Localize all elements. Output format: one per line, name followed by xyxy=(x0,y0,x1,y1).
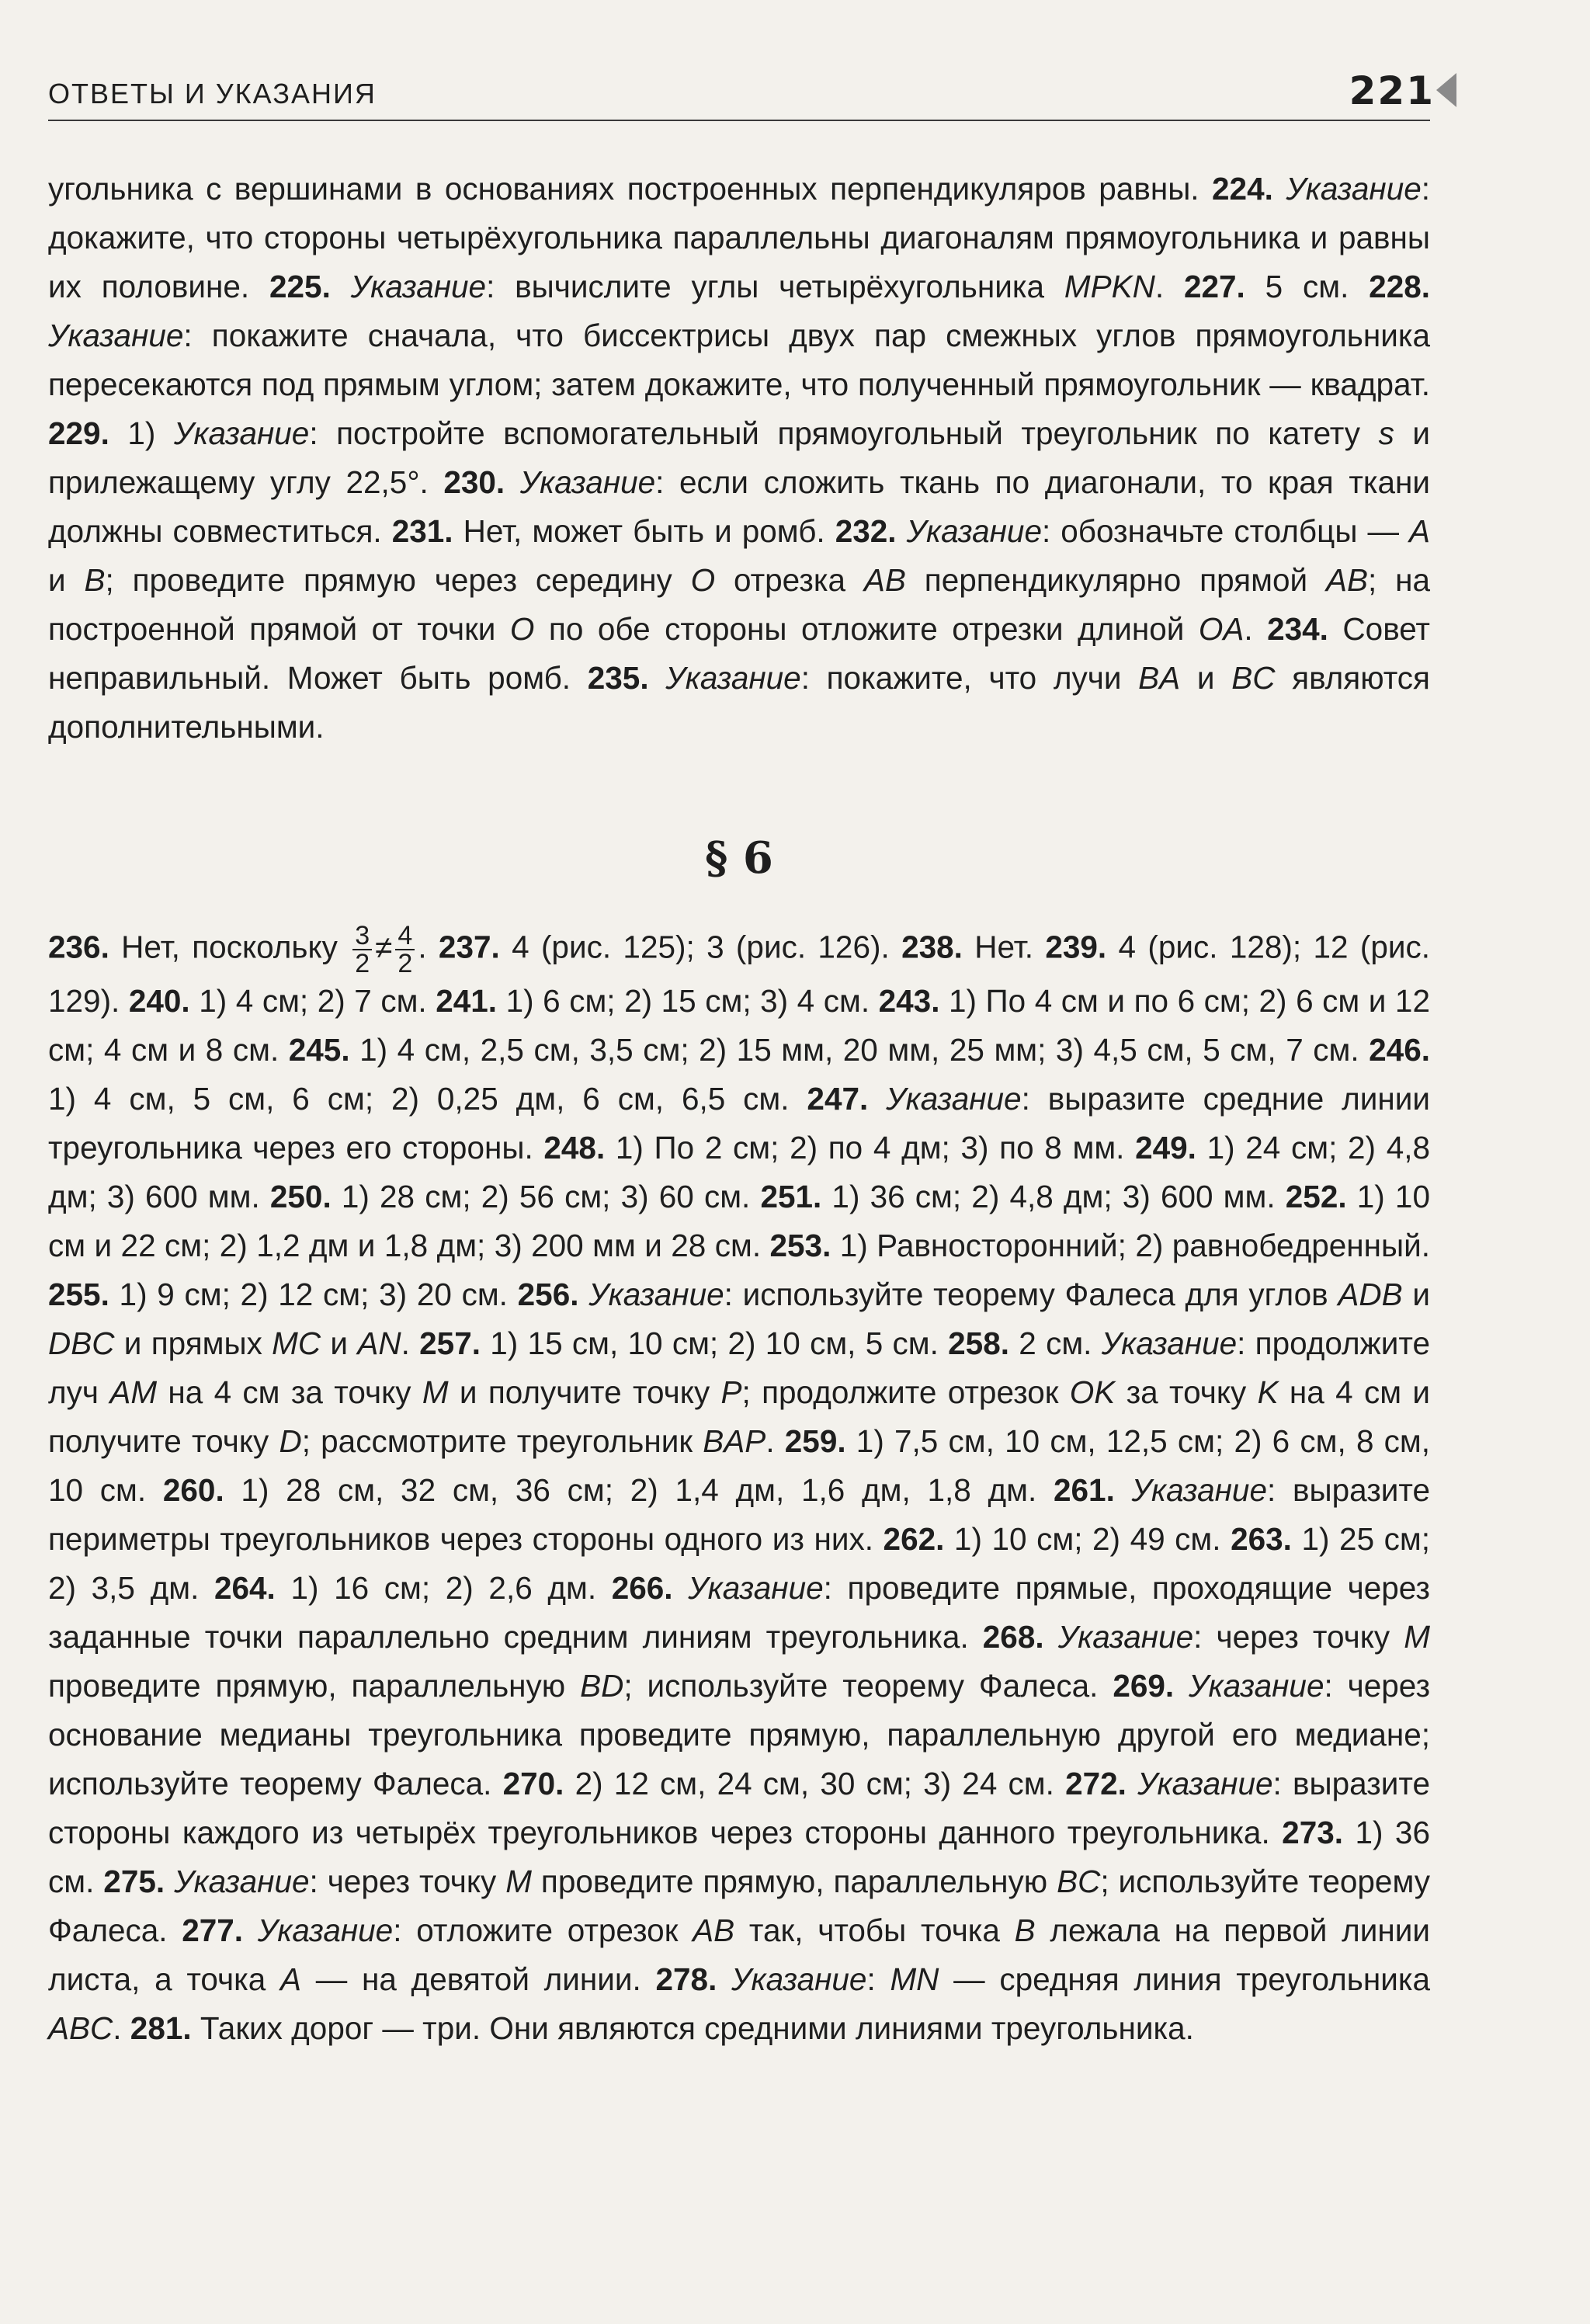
math-symbol: A xyxy=(280,1961,302,1997)
math-symbol: DBC xyxy=(48,1325,115,1361)
answer-text: 1) 10 см; 2) 49 см. xyxy=(944,1521,1231,1557)
hint-label: Указание xyxy=(173,415,310,451)
answer-text: 1) 4 см, 5 см, 6 см; 2) 0,25 дм, 6 см, 6,5 см. xyxy=(48,1081,807,1117)
exercise-number: 225. xyxy=(269,269,331,304)
exercise-number: 262. xyxy=(883,1521,945,1557)
exercise-number: 269. xyxy=(1113,1668,1175,1704)
answer-text: : постройте вспомогательный прямоугольный треугольник по катету xyxy=(309,415,1379,451)
answer-text: : выразите стороны каждого из четырёх треугольников через стороны данного треугольника. xyxy=(48,1766,1430,1850)
math-symbol: OA xyxy=(1198,611,1245,647)
math-symbol: M xyxy=(505,1864,532,1899)
math-symbol: BC xyxy=(1057,1864,1101,1899)
hint-label: Указание xyxy=(1126,1766,1273,1801)
math-symbol: M xyxy=(1404,1619,1430,1655)
exercise-number: 224. xyxy=(1212,171,1273,207)
answer-text: 1) 36 см. xyxy=(48,1815,1430,1899)
answer-text: Нет, поскольку xyxy=(109,929,350,965)
exercise-number: 253. xyxy=(769,1228,831,1263)
answer-text: : отложите отрезок xyxy=(393,1912,693,1948)
exercise-number: 281. xyxy=(130,2010,192,2046)
answer-text: . xyxy=(1154,269,1184,304)
math-symbol: MPKN xyxy=(1064,269,1155,304)
answers-paragraph-section-5 xyxy=(48,165,1430,752)
exercise-number: 243. xyxy=(878,983,940,1019)
answer-text: 1) 9 см; 2) 12 см; 3) 20 см. xyxy=(109,1277,518,1312)
hint-label: Указание xyxy=(243,1912,394,1948)
answer-text: 1) 4 см, 2,5 см, 3,5 см; 2) 15 мм, 20 мм, 25 мм; 3) 4,5 см, 5 см, 7 см. xyxy=(349,1032,1370,1068)
exercise-number: 237. xyxy=(438,929,500,965)
answer-text: Нет. xyxy=(962,929,1046,965)
exercise-number: 238. xyxy=(901,929,963,965)
exercise-number: 239. xyxy=(1045,929,1107,965)
answer-text: : вычислите углы четырёхугольника xyxy=(486,269,1064,304)
exercise-number: 257. xyxy=(419,1325,481,1361)
answer-text: : через точку xyxy=(1193,1619,1404,1655)
inequality-fraction xyxy=(349,921,418,978)
answer-text: и xyxy=(1180,660,1232,696)
exercise-number: 236. xyxy=(48,929,109,965)
answer-text: Таких дорог — три. Они являются средними линиями треугольника. xyxy=(191,2010,1194,2046)
hint-label: Указание xyxy=(896,513,1042,549)
answer-text: ; на построенной прямой от точки xyxy=(48,562,1430,647)
math-symbol: MC xyxy=(272,1325,321,1361)
running-title: ОТВЕТЫ И УКАЗАНИЯ xyxy=(48,78,377,109)
math-symbol: OK xyxy=(1069,1374,1116,1410)
math-symbol: AB xyxy=(693,1912,735,1948)
answer-text: 1) 16 см; 2) 2,6 дм. xyxy=(275,1570,612,1606)
exercise-number: 272. xyxy=(1065,1766,1127,1801)
answer-text: ; рассмотрите треугольник xyxy=(301,1423,703,1459)
answer-text: на 4 см и получите точку xyxy=(48,1374,1431,1459)
exercise-number: 251. xyxy=(760,1179,822,1214)
hint-label: Указание xyxy=(672,1570,824,1606)
fraction-numerator: 4 xyxy=(395,922,415,950)
exercise-number: 247. xyxy=(807,1081,869,1117)
fraction-right xyxy=(395,922,415,977)
answer-text: проведите прямую, параллельную xyxy=(531,1864,1057,1899)
hint-label: Указание xyxy=(1114,1472,1267,1508)
exercise-number: 278. xyxy=(655,1961,717,1997)
math-symbol: O xyxy=(690,562,716,598)
answer-text: 1) По 2 см; 2) по 4 дм; 3) по 8 мм. xyxy=(605,1130,1136,1165)
exercise-number: 263. xyxy=(1231,1521,1292,1557)
exercise-number: 258. xyxy=(948,1325,1009,1361)
exercise-number: 240. xyxy=(128,983,190,1019)
hint-label: Указание xyxy=(165,1864,310,1899)
answer-text: на 4 см за точку xyxy=(157,1374,422,1410)
answer-text: лежала на первой линии листа, а точка xyxy=(48,1912,1430,1997)
exercise-number: 246. xyxy=(1369,1032,1430,1068)
exercise-number: 235. xyxy=(587,660,649,696)
answer-text: 1) 28 см; 2) 56 см; 3) 60 см. xyxy=(331,1179,761,1214)
exercise-number: 275. xyxy=(103,1864,165,1899)
answer-text: . xyxy=(765,1423,785,1459)
answer-text: 4 (рис. 128); 12 (рис. 129). xyxy=(48,929,1430,1019)
exercise-number: 277. xyxy=(182,1912,244,1948)
math-symbol: ABC xyxy=(48,2010,113,2046)
hint-label: Указание xyxy=(1174,1668,1324,1704)
exercise-number: 264. xyxy=(214,1570,276,1606)
hint-label: Указание xyxy=(1101,1325,1238,1361)
not-equal-sign: ≠ xyxy=(375,929,393,965)
answer-text: 1) 28 см, 32 см, 36 см; 2) 1,4 дм, 1,6 дм, 1,8 дм. xyxy=(224,1472,1054,1508)
answer-text: : покажите сначала, что биссектрисы двух пар смежных углов прямоугольника пересекаются под прямым углом; затем докажите, что полученный прямоугольник — квадрат. xyxy=(48,318,1430,402)
exercise-number: 249. xyxy=(1135,1130,1196,1165)
answer-text: : проведите прямые, проходящие через заданные точки параллельно средним линиям треугольника. xyxy=(48,1570,1430,1655)
running-header xyxy=(48,68,1446,121)
math-symbol: MN xyxy=(890,1961,939,1997)
answer-text: угольника с вершинами в основаниях построенных перпендикуляров равны. xyxy=(48,171,1213,207)
math-symbol: D xyxy=(279,1423,302,1459)
answer-text: : xyxy=(866,1961,890,1997)
math-symbol: K xyxy=(1257,1374,1279,1410)
answer-text: за точку xyxy=(1115,1374,1258,1410)
exercise-number: 266. xyxy=(611,1570,673,1606)
answer-text: перпендикулярно прямой xyxy=(905,562,1326,598)
answer-text: и прямых xyxy=(114,1325,273,1361)
answer-text: — на девятой линии. xyxy=(301,1961,656,1997)
answer-text: : выразите периметры треугольников через стороны одного из них. xyxy=(48,1472,1430,1557)
math-symbol: AB xyxy=(863,562,906,598)
answer-text: . xyxy=(1244,611,1268,647)
answer-text: : через основание медианы треугольника проведите прямую, параллельную другой его медиане; используйте теорему Фалеса. xyxy=(48,1668,1431,1801)
math-symbol: BAP xyxy=(703,1423,766,1459)
answer-text: : докажите, что стороны четырёхугольника параллельны диагоналям прямоугольника и равны их половине. xyxy=(48,171,1431,304)
answer-text: 4 (рис. 125); 3 (рис. 126). xyxy=(499,929,902,965)
hint-label: Указание xyxy=(717,1961,867,1997)
answer-text: : через точку xyxy=(309,1864,506,1899)
answer-text: по обе стороны отложите отрезки длиной xyxy=(534,611,1199,647)
math-symbol: B xyxy=(84,562,106,598)
exercise-number: 234. xyxy=(1267,611,1328,647)
answer-text: отрезка xyxy=(715,562,864,598)
answer-text: так, чтобы точка xyxy=(734,1912,1015,1948)
math-symbol: O xyxy=(509,611,535,647)
hint-label: Указание xyxy=(48,318,184,353)
exercise-number: 231. xyxy=(391,513,453,549)
exercise-number: 261. xyxy=(1054,1472,1115,1508)
answers-paragraph-section-6 xyxy=(48,922,1430,2053)
hint-label: Указание xyxy=(1043,1619,1194,1655)
answer-text: ; проведите прямую через середину xyxy=(105,562,691,598)
fraction-left xyxy=(352,922,372,977)
exercise-number: 270. xyxy=(502,1766,564,1801)
exercise-number: 232. xyxy=(835,513,897,549)
exercise-number: 229. xyxy=(48,415,109,451)
answer-text: : продолжите луч xyxy=(48,1325,1430,1410)
answer-text: проведите прямую, параллельную xyxy=(48,1668,581,1704)
math-symbol: M xyxy=(422,1374,449,1410)
answer-text: 1) 36 см; 2) 4,8 дм; 3) 600 мм. xyxy=(821,1179,1286,1214)
exercise-number: 230. xyxy=(443,464,505,500)
hint-label: Указание xyxy=(1272,171,1422,207)
math-symbol: AB xyxy=(1325,562,1368,598)
answer-text: : выразите средние линии треугольника через его стороны. xyxy=(48,1081,1431,1165)
answer-text: 1) Равносторонний; 2) равнобедренный. xyxy=(831,1228,1430,1263)
answer-text: и xyxy=(321,1325,358,1361)
exercise-number: 268. xyxy=(982,1619,1044,1655)
answer-text: и xyxy=(48,562,85,598)
exercise-number: 255. xyxy=(48,1277,109,1312)
fraction-numerator: 3 xyxy=(352,922,372,950)
math-symbol: B xyxy=(1014,1912,1036,1948)
answer-text: — средняя линия треугольника xyxy=(939,1961,1430,1997)
hint-label: Указание xyxy=(578,1277,724,1312)
math-symbol: A xyxy=(1409,513,1431,549)
hint-label: Указание xyxy=(648,660,801,696)
exercise-number: 228. xyxy=(1369,269,1430,304)
answer-text: . xyxy=(401,1325,420,1361)
exercise-number: 245. xyxy=(288,1032,350,1068)
answer-text: 1) xyxy=(109,415,174,451)
math-symbol: BA xyxy=(1138,660,1181,696)
answer-text: ; продолжите отрезок xyxy=(741,1374,1070,1410)
answer-text: и прилежащему углу 22,5°. xyxy=(48,415,1430,500)
answer-text: 1) 6 см; 2) 15 см; 3) 4 см. xyxy=(497,983,879,1019)
exercise-number: 250. xyxy=(269,1179,332,1214)
answer-text: 1) 10 см и 22 см; 2) 1,2 дм и 1,8 дм; 3) 200 мм и 28 см. xyxy=(48,1179,1430,1263)
answer-text: ; используйте теорему Фалеса. xyxy=(48,1864,1430,1948)
exercise-number: 256. xyxy=(517,1277,579,1312)
answer-text: : обозначьте столбцы — xyxy=(1041,513,1410,549)
fraction-denominator: 2 xyxy=(355,949,370,978)
section-heading: § 6 xyxy=(705,832,773,884)
answer-text: : если сложить ткань по диагонали, то края ткани должны совместиться. xyxy=(48,464,1430,549)
exercise-number: 260. xyxy=(162,1472,224,1508)
answer-text: : покажите, что лучи xyxy=(800,660,1139,696)
answer-text: Совет неправильный. Может быть ромб. xyxy=(48,611,1430,696)
math-symbol: AM xyxy=(109,1374,158,1410)
hint-label: Указание xyxy=(330,269,487,304)
answer-text: Нет, может быть и ромб. xyxy=(453,513,835,549)
answer-text: являются дополнительными. xyxy=(48,660,1430,745)
answer-text: 1) 25 см; 2) 3,5 дм. xyxy=(48,1521,1430,1606)
exercise-number: 248. xyxy=(543,1130,606,1165)
fraction-denominator: 2 xyxy=(398,949,413,978)
answer-text: 5 см. xyxy=(1245,269,1370,304)
answer-text: 1) 15 см, 10 см; 2) 10 см, 5 см. xyxy=(480,1325,949,1361)
exercise-number: 241. xyxy=(436,983,498,1019)
page-number: 221 xyxy=(1349,68,1435,113)
exercise-number: 259. xyxy=(784,1423,846,1459)
exercise-number: 273. xyxy=(1282,1815,1343,1850)
answer-text: 1) По 4 см и по 6 см; 2) 6 см и 12 см; 4 см и 8 см. xyxy=(48,983,1430,1068)
math-symbol: BD xyxy=(580,1668,624,1704)
answer-text: 2 см. xyxy=(1009,1325,1102,1361)
math-symbol: AN xyxy=(357,1325,401,1361)
math-symbol: ADB xyxy=(1338,1277,1403,1312)
hint-label: Указание xyxy=(868,1081,1022,1117)
exercise-number: 227. xyxy=(1183,269,1245,304)
answer-text: ; используйте теорему Фалеса. xyxy=(623,1668,1113,1704)
math-symbol: s xyxy=(1378,415,1394,451)
header-rule xyxy=(48,120,1430,121)
answer-text: 1) 7,5 см, 10 см, 12,5 см; 2) 6 см, 8 см, 10 см. xyxy=(48,1423,1431,1508)
hint-label: Указание xyxy=(505,464,656,500)
answer-text: . xyxy=(113,2010,130,2046)
answer-text: : используйте теорему Фалеса для углов xyxy=(724,1277,1338,1312)
answer-text: и получите точку xyxy=(448,1374,721,1410)
math-symbol: BC xyxy=(1231,660,1276,696)
answer-text: 1) 24 см; 2) 4,8 дм; 3) 600 мм. xyxy=(48,1130,1430,1214)
answer-text: 1) 4 см; 2) 7 см. xyxy=(189,983,436,1019)
answer-text: и xyxy=(1402,1277,1430,1312)
exercise-number: 252. xyxy=(1285,1179,1347,1214)
page-marker-triangle-icon xyxy=(1436,73,1456,107)
answer-text: . xyxy=(418,929,439,965)
answer-text: 2) 12 см, 24 см, 30 см; 3) 24 см. xyxy=(564,1766,1066,1801)
math-symbol: P xyxy=(720,1374,742,1410)
